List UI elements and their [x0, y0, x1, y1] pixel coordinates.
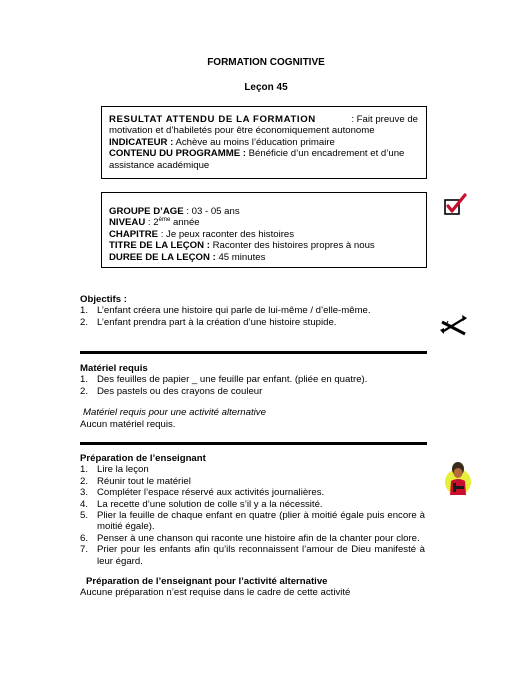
item-number: 5. — [80, 510, 89, 522]
item-text: Réunir tout le matériel — [97, 475, 191, 487]
item-number: 2. — [80, 316, 89, 328]
list-item — [80, 317, 420, 328]
chapter — [109, 229, 418, 240]
teacher-avatar-icon — [444, 459, 472, 499]
result-text-cont: motivation et d’habiletés pour être économiquement autonome — [109, 125, 375, 137]
item-number: 3. — [80, 487, 89, 499]
page-title: FORMATION COGNITIVE — [207, 57, 325, 68]
list-item — [80, 533, 425, 544]
pencil-ruler-icon — [439, 312, 469, 336]
list-item — [80, 476, 425, 487]
result-label: RESULTAT ATTENDU DE LA FORMATION — [109, 114, 316, 125]
level-number: 2 — [153, 217, 159, 229]
age-group-value: : 03 - 05 ans — [186, 206, 240, 217]
result-line — [109, 114, 418, 125]
lesson-duration — [109, 252, 418, 263]
lesson-title-label: TITRE DE LA LEÇON : — [109, 240, 210, 252]
materials-heading: Matériel requis — [80, 363, 148, 374]
item-text: L’enfant créera une histoire qui parle de lui-même / d’elle-même. — [97, 305, 371, 317]
item-text: La recette d’une solution de colle s’il y a la nécessité. — [97, 498, 323, 510]
lesson-number: Leçon 45 — [244, 82, 288, 93]
list-item — [80, 544, 425, 567]
level-superscript: ème — [158, 217, 171, 224]
duration-label: DUREE DE LA LEÇON : — [109, 251, 216, 263]
content-text: Bénéficie d’un encadrement et d’une — [248, 148, 405, 160]
lesson-info-box — [101, 192, 427, 268]
objectives-section — [80, 294, 420, 328]
indicator-line — [109, 137, 418, 148]
duration-value: 45 minutes — [218, 251, 266, 263]
item-text: Lire la leçon — [97, 464, 149, 476]
item-number: 1. — [80, 464, 89, 476]
item-number: 6. — [80, 532, 89, 544]
item-number: 2. — [80, 385, 89, 397]
list-item — [80, 374, 425, 385]
list-item — [80, 305, 420, 316]
age-group — [109, 206, 418, 217]
result-text: : Fait preuve de — [351, 114, 418, 125]
item-number: 1. — [80, 305, 89, 317]
item-text: Penser à une chanson qui raconte une histoire afin de la chanter pour clore. — [97, 532, 420, 544]
indicator-text: Achève au moins l’éducation primaire — [175, 136, 335, 148]
section-divider — [80, 442, 427, 445]
chapter-value: : Je peux raconter des histoires — [160, 228, 295, 240]
item-text: Prier pour les enfants afin qu’ils reconnaissent l’amour de Dieu manifesté à leur égard. — [97, 544, 425, 567]
preparation-section — [80, 453, 425, 599]
item-text: L’enfant prendra part à la création d’une histoire stupide. — [97, 316, 337, 328]
item-number: 2. — [80, 475, 89, 487]
alt-preparation-heading: Préparation de l’enseignant pour l’activité alternative — [86, 576, 328, 588]
age-group-label: GROUPE D’AGE — [109, 206, 184, 217]
objectives-heading: Objectifs : — [80, 294, 127, 305]
list-item — [80, 510, 425, 533]
list-item — [80, 464, 425, 475]
list-item — [80, 386, 425, 397]
item-number: 4. — [80, 498, 89, 510]
list-item — [80, 487, 425, 498]
materials-section — [80, 363, 425, 430]
preparation-heading: Préparation de l’enseignant — [80, 453, 206, 464]
alt-preparation-text: Aucune préparation n’est requise dans le cadre de cette activité — [80, 587, 351, 599]
level-label: NIVEAU — [109, 217, 146, 229]
item-text: Des pastels ou des crayons de couleur — [97, 385, 263, 397]
objectives-list — [80, 305, 420, 328]
content-line — [109, 148, 418, 159]
indicator-label: INDICATEUR : — [109, 136, 174, 148]
list-item — [80, 499, 425, 510]
item-text: Compléter l’espace réservé aux activités journalières. — [97, 487, 325, 499]
lesson-title-value: Raconter des histoires propres à nous — [212, 240, 375, 252]
section-divider — [80, 351, 427, 354]
materials-list — [80, 374, 425, 397]
formation-box — [101, 106, 427, 179]
item-text: Plier la feuille de chaque enfant en quatre (plier à moitié égale puis encore à moitié égale). — [97, 510, 425, 533]
checkbox-check-icon — [443, 193, 469, 217]
level-sep: : — [147, 217, 151, 229]
item-number: 1. — [80, 374, 89, 386]
preparation-list — [80, 464, 425, 567]
item-text: Des feuilles de papier _ une feuille par enfant. (pliée en quatre). — [97, 374, 368, 386]
level-year: année — [172, 217, 200, 229]
level — [109, 217, 418, 228]
lesson-title — [109, 240, 418, 251]
alt-materials-heading: Matériel requis pour une activité alternative — [83, 407, 266, 419]
alt-materials-text: Aucun matériel requis. — [80, 418, 176, 430]
item-number: 7. — [80, 544, 89, 556]
content-text-cont: assistance académique — [109, 159, 210, 171]
chapter-label: CHAPITRE — [109, 228, 159, 240]
content-label: CONTENU DU PROGRAMME : — [109, 148, 246, 160]
